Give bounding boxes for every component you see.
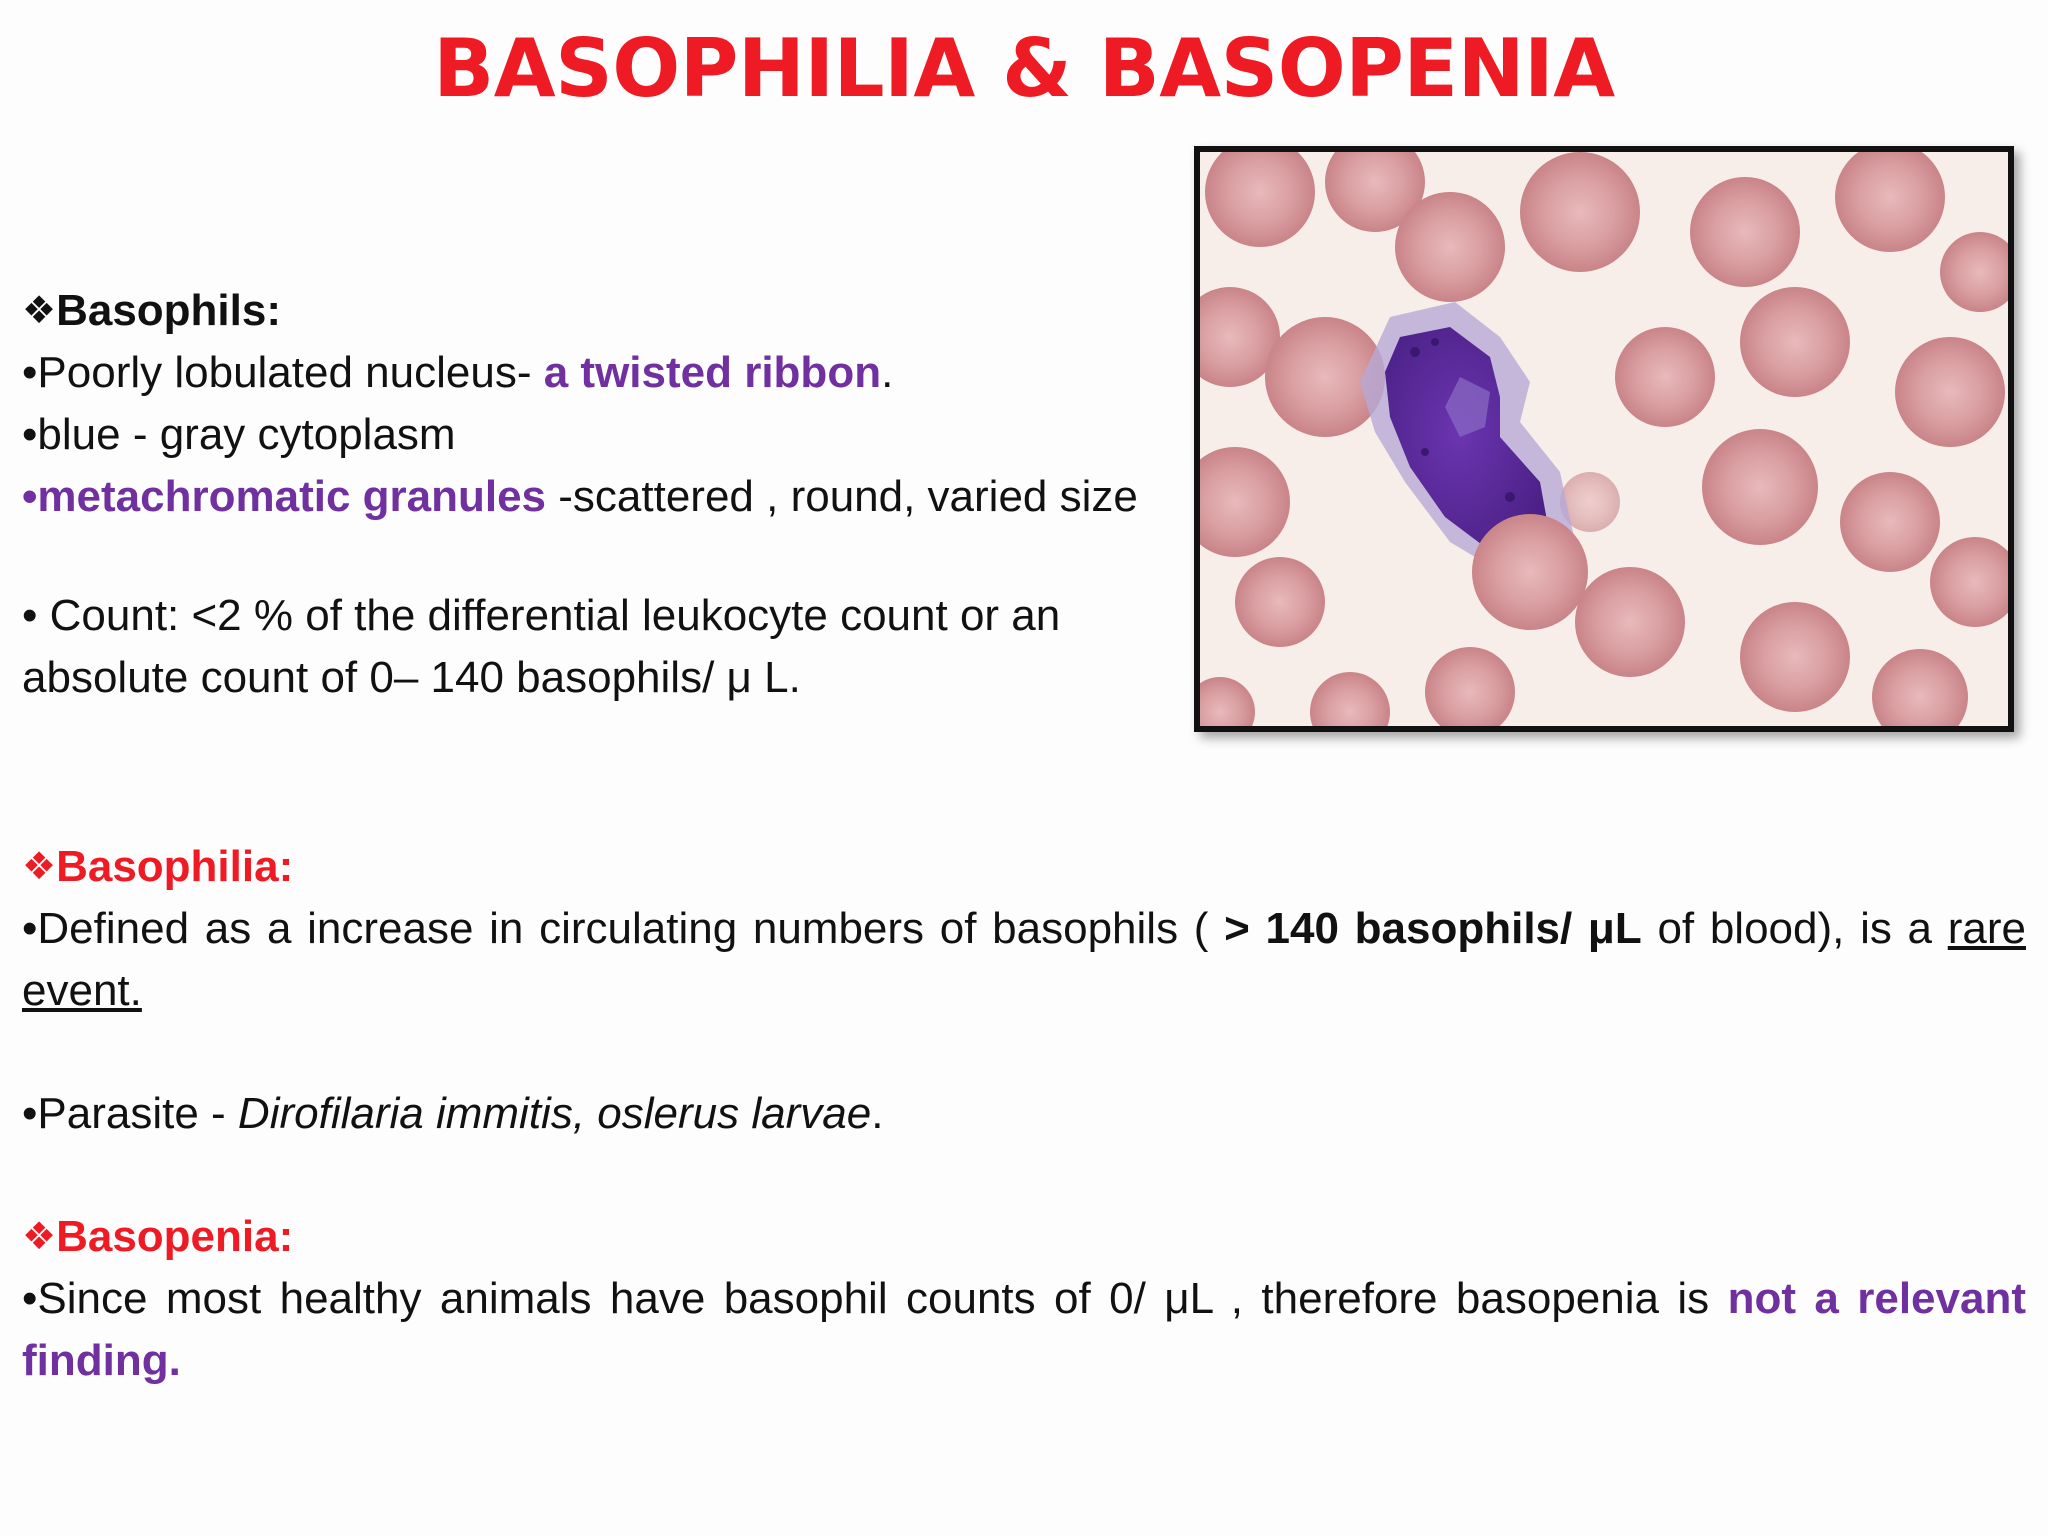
- not-relevant-highlight: not a relevant finding.: [22, 1274, 2026, 1385]
- parasite-names: Dirofilaria immitis, oslerus larvae: [237, 1089, 872, 1138]
- overlapping-rbc: [1472, 514, 1588, 630]
- count-line-2: absolute count of 0– 140 basophils/ μ L.: [22, 653, 801, 702]
- count-section: [22, 585, 1060, 709]
- diamond-bullet-icon: ❖: [22, 846, 57, 888]
- basophils-section: [22, 280, 1138, 528]
- granules-line: •metachromatic granules -scattered , round, varied size: [22, 472, 1138, 521]
- basophilia-definition: •Defined as a increase in circulating numbers of basophils ( > 140 basophils/ μL of blood), is a rare event.: [22, 904, 2026, 1015]
- count-line-1: • Count: <2 % of the differential leukocyte count or an: [22, 591, 1061, 640]
- rare-event-underline: rare event.: [22, 904, 2026, 1015]
- blood-smear-image: [1194, 146, 2014, 732]
- page-title: BASOPHILIA & BASOPENIA: [433, 22, 1615, 115]
- basophilia-heading: ❖Basophilia:: [22, 842, 294, 891]
- cytoplasm-line: •blue - gray cytoplasm: [22, 410, 456, 459]
- diamond-bullet-icon: ❖: [22, 1216, 57, 1258]
- basophilia-section: [22, 836, 2026, 1022]
- threshold-bold: > 140 basophils/ μL: [1224, 904, 1642, 953]
- diamond-bullet-icon: ❖: [22, 290, 57, 332]
- basophils-heading: ❖Basophils:: [22, 286, 281, 335]
- nucleus-line: •Poorly lobulated nucleus- a twisted ribbon.: [22, 348, 894, 397]
- parasite-line: •Parasite - Dirofilaria immitis, oslerus larvae.: [22, 1089, 884, 1138]
- twisted-ribbon-highlight: a twisted ribbon: [543, 348, 882, 397]
- blood-smear-illustration: [1200, 152, 2008, 726]
- granules-highlight: •metachromatic granules: [22, 472, 547, 521]
- basopenia-text: •Since most healthy animals have basophil counts of 0/ μL , therefore basopenia is not a relevant finding.: [22, 1274, 2026, 1385]
- basopenia-section: [22, 1206, 2026, 1392]
- basopenia-heading: ❖Basopenia:: [22, 1212, 294, 1261]
